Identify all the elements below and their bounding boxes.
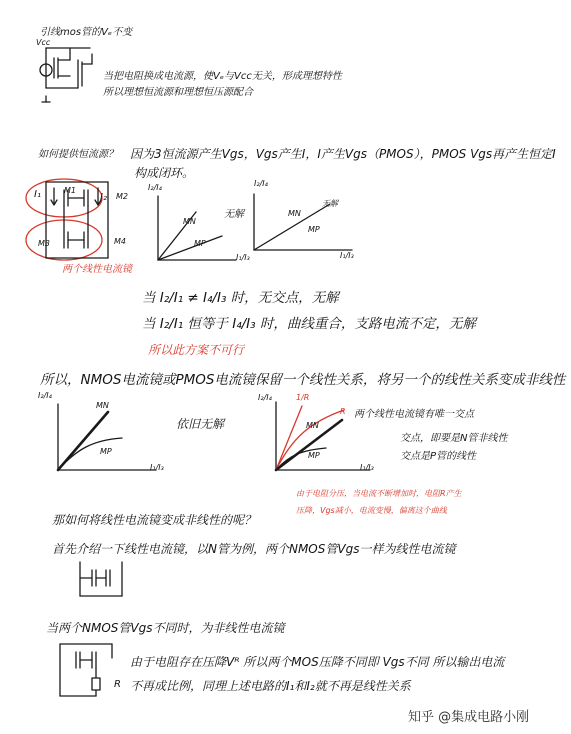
graph1-ylabel: I₂/I₄ (148, 183, 162, 192)
section1-note-1: 当把电阻换成电流源，使Vₑ与Vcc无关，形成理想特性 (103, 71, 342, 82)
graph1-xlabel: I₁/I₃ (236, 253, 250, 262)
i2-label: I₂ (100, 192, 107, 203)
graph4-mn: MN (306, 421, 319, 430)
m1-label: M1 (64, 186, 76, 195)
nmos-with-resistor-sketch (52, 638, 132, 704)
right-note-2: 交点，即要是N管非线性 (400, 433, 508, 444)
section5-text-1: 由于电阻存在压降Vᴿ 所以两个MOS压降不同即 Vgs不同 所以输出电流 (130, 655, 505, 669)
section2-question: 如何提供恒流源？ (38, 149, 118, 160)
m2-label: M2 (116, 192, 128, 201)
section2-text-2: 构成闭环。 (134, 166, 195, 180)
graph2-ylabel: I₂/I₄ (254, 179, 268, 188)
graph2-xlabel: I₁/I₃ (340, 251, 354, 260)
graph4-ylabel: I₂/I₄ (258, 393, 272, 402)
graph4-r2: R (340, 407, 346, 416)
graph2-mn: MN (288, 209, 301, 218)
right-note-3: 交点是P管的线性 (400, 451, 477, 462)
resistor-r-label: R (114, 679, 121, 690)
section2-text-1: 因为3恒流源产生Vgs，Vgs产生I，I产生Vgs（PMOS），PMOS Vgs再产生恒定I (130, 147, 556, 161)
graph3-ylabel: I₂/I₄ (38, 391, 52, 400)
section4-text: 首先介绍一下线性电流镜，以N管为例，两个NMOS管Vgs一样为线性电流镜 (52, 542, 456, 556)
right-note-1: 两个线性电流镜有唯一交点 (354, 409, 474, 420)
graph3-xlabel: I₁/I₃ (150, 463, 164, 472)
graph3-mn: MN (96, 401, 109, 410)
graph1-note: 无解 (224, 209, 244, 220)
graph1-mp: MP (194, 239, 206, 248)
section3-text: 所以，NMOS电流镜或PMOS电流镜保留一个线性关系，将另一个的线性关系变成非线性 (40, 372, 566, 388)
m4-label: M4 (114, 237, 126, 246)
red-conclusion: 所以此方案不可行 (148, 343, 245, 357)
watermark: 知乎 @集成电路小刚 (408, 710, 530, 725)
graph4-r1: 1/R (296, 393, 310, 402)
graph4-xlabel: I₁/I₃ (360, 463, 374, 472)
red-note-2: 压降，Vgs减小，电流变慢，偏离这个曲线 (296, 506, 447, 515)
condition-2: 当 I₂/I₁ 恒等于 I₄/I₃ 时，曲线重合，支路电流不定，无解 (142, 316, 476, 332)
red-label-two-mirrors: 两个线性电流镜 (62, 264, 132, 275)
graph2-note: 无解 (322, 199, 338, 208)
section1-note-2: 所以理想恒流源和理想恒压源配合 (103, 87, 253, 98)
graph-3 (52, 398, 162, 478)
section4-question: 那如何将线性电流镜变成非线性的呢？ (52, 513, 257, 527)
graph3-note: 依旧无解 (176, 417, 225, 431)
graph2-mp: MP (308, 225, 320, 234)
graph4-mp: MP (308, 451, 320, 460)
graph-1 (150, 190, 240, 270)
i1-label: I₁ (34, 189, 41, 200)
current-source-circuit-sketch (34, 40, 104, 108)
section1-title: 引线mos管的Vₑ不变 (40, 27, 133, 38)
nmos-mirror-sketch (74, 558, 130, 602)
condition-1: 当 I₂/I₁ ≠ I₄/I₃ 时，无交点，无解 (142, 290, 339, 306)
graph3-mp: MP (100, 447, 112, 456)
m3-label: M3 (38, 239, 50, 248)
graph1-mn: MN (183, 217, 196, 226)
red-note-1: 由于电阻分压，当电流不断增加时，电阻R产生 (296, 489, 462, 498)
section5-text-2: 不再成比例，同理上述电路的I₁和I₂就不再是线性关系 (130, 679, 411, 693)
section5-heading: 当两个NMOS管Vgs不同时，为非线性电流镜 (46, 621, 285, 635)
vcc-label: Vcc (36, 38, 51, 47)
